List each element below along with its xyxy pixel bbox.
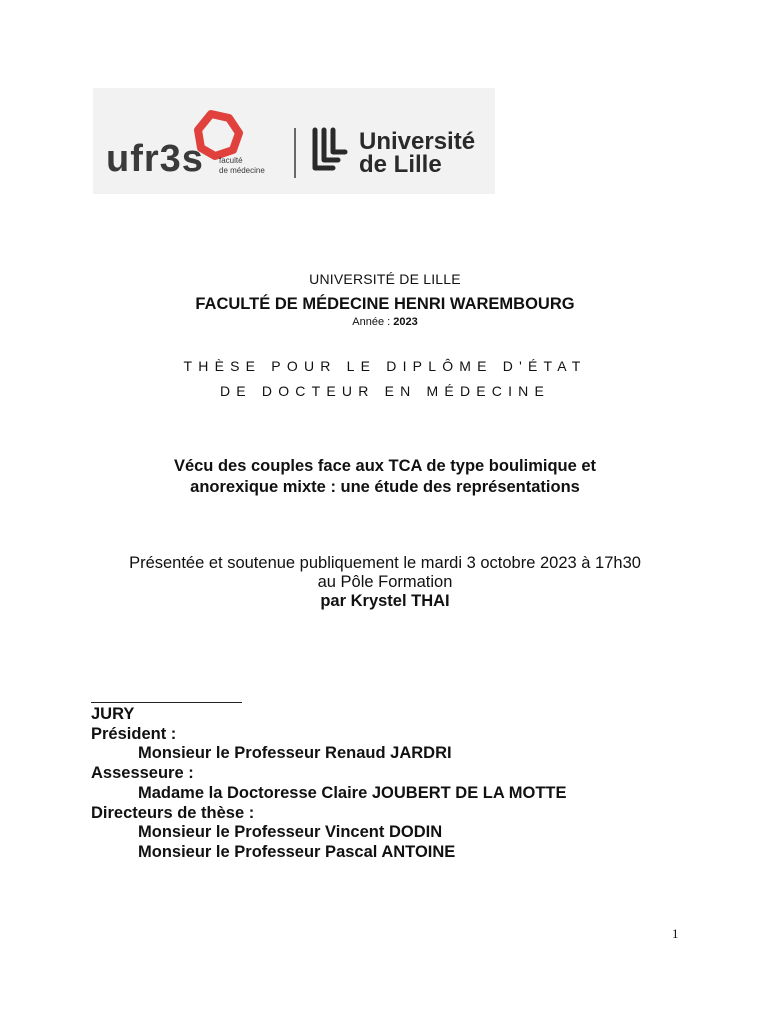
thesis-type-line2: DE DOCTEUR EN MÉDECINE: [219, 383, 551, 399]
ufr3s-heptagon-mark: [198, 114, 239, 156]
ufr3s-sub-line2: de médecine: [219, 166, 265, 175]
ufr3s-sub-line1: faculté: [219, 156, 243, 165]
universite-de-lille-logo: [315, 128, 475, 178]
director-name: Monsieur le Professeur Vincent DODIN: [138, 823, 443, 842]
university-name: UNIVERSITÉ DE LILLE: [309, 271, 461, 287]
thesis-type-line1: THÈSE POUR LE DIPLÔME D'ÉTAT: [183, 358, 587, 374]
ufr3s-wordmark: ufr3s: [106, 138, 204, 180]
jury-separator-rule: [91, 690, 242, 703]
assessor-label: Assesseure :: [91, 764, 194, 783]
university-name-line1: Université: [359, 128, 476, 155]
defense-info: [0, 554, 770, 611]
ufr3s-logo: [106, 114, 265, 180]
university-name-line2: de Lille: [359, 151, 442, 178]
directors-label: Directeurs de thèse :: [91, 803, 255, 822]
president-label: Président :: [91, 724, 177, 743]
defense-date-line: Présentée et soutenue publiquement le mardi 3 octobre 2023 à 17h30: [129, 554, 641, 572]
thesis-title: [0, 456, 770, 498]
faculty-name: FACULTÉ DE MÉDECINE HENRI WAREMBOURG: [195, 295, 575, 313]
assessor-name: Madame la Doctoresse Claire JOUBERT DE LA MOTTE: [138, 783, 567, 802]
logos-svg: [93, 88, 495, 194]
president-name: Monsieur le Professeur Renaud JARDRI: [138, 744, 452, 763]
director-name: Monsieur le Professeur Pascal ANTOINE: [138, 842, 456, 861]
year-value: 2023: [393, 316, 418, 328]
year-label: Année :: [352, 316, 394, 328]
logo-banner: [93, 88, 495, 194]
page-number: 1: [672, 926, 679, 941]
jury-heading: JURY: [91, 705, 135, 723]
academic-year: [0, 316, 770, 328]
thesis-title-line2: anorexique mixte : une étude des représentations: [190, 478, 580, 496]
defense-location-line: au Pôle Formation: [317, 573, 453, 591]
jury-section: [91, 690, 567, 863]
author-line: par Krystel THAI: [320, 592, 450, 610]
ull-symbol: [315, 130, 345, 168]
thesis-title-line1: Vécu des couples face aux TCA de type boulimique et: [173, 457, 597, 475]
